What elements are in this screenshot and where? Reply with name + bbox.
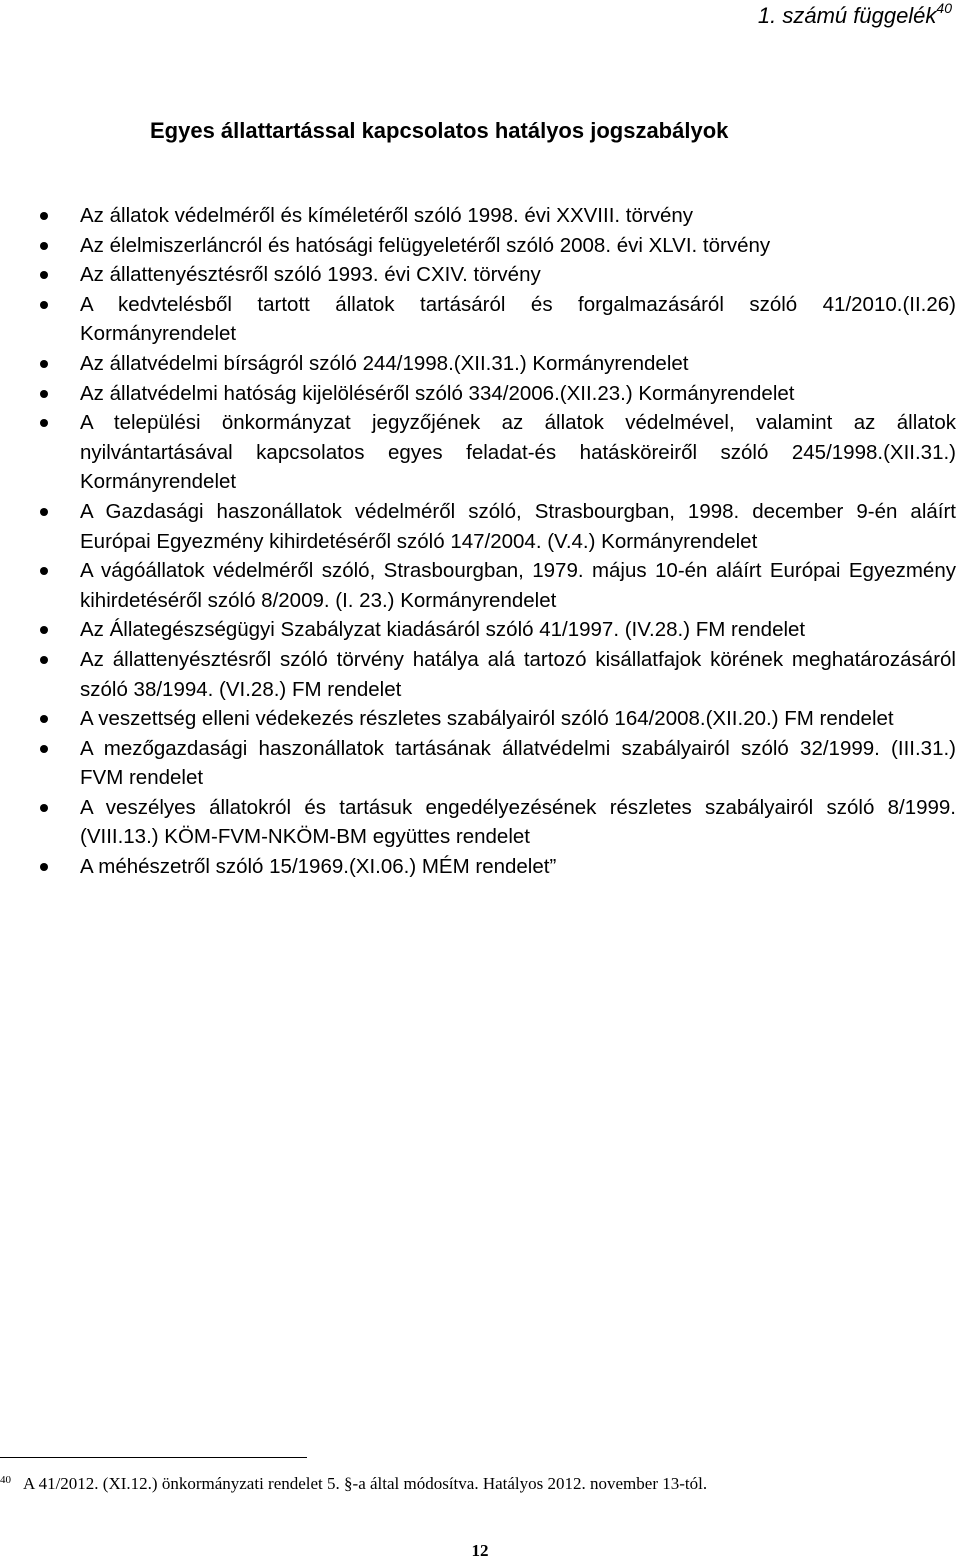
law-text: Az állatvédelmi hatóság kijelöléséről szóló 334/2006.(XII.23.) Kormányrendelet <box>80 381 795 405</box>
bullet-icon <box>40 656 48 664</box>
law-list <box>0 201 960 882</box>
document-title: Egyes állattartással kapcsolatos hatályos jogszabályok <box>150 118 729 143</box>
law-text: Az élelmiszerláncról és hatósági felügyeletéről szóló 2008. évi XLVI. törvény <box>80 233 771 257</box>
footnote <box>0 1473 707 1497</box>
bullet-icon <box>40 390 48 398</box>
bullet-icon <box>40 863 48 871</box>
bullet-icon <box>40 745 48 753</box>
law-item <box>0 231 960 261</box>
law-item <box>0 290 960 349</box>
law-item <box>0 260 960 290</box>
law-text: Az állattenyésztésről szóló törvény hatálya alá tartozó kisállatfajok körének meghatározásáról szóló 38/1994. (VI.28.) FM rendelet <box>80 647 956 701</box>
law-item <box>0 615 960 645</box>
appendix-label: 1. számú függelék <box>757 3 937 28</box>
law-item <box>0 379 960 409</box>
footnote-number: 40 <box>0 1474 11 1486</box>
law-item <box>0 793 960 852</box>
bullet-icon <box>40 567 48 575</box>
law-text: A méhészetről szóló 15/1969.(XI.06.) MÉM rendelet” <box>80 855 557 879</box>
footnote-reference: 40 <box>936 0 952 16</box>
bullet-icon <box>40 715 48 723</box>
law-item <box>0 852 960 882</box>
law-text: A mezőgazdasági haszonállatok tartásának állatvédelmi szabályairól szóló 32/1999. (III.31.) FVM rendelet <box>80 736 956 790</box>
law-item <box>0 408 960 497</box>
footnote-text: A 41/2012. (XI.12.) önkormányzati rendelet 5. §-a által módosítva. Hatályos 2012. november 13-tól. <box>23 1474 708 1493</box>
law-item <box>0 497 960 556</box>
law-text: Az állattenyésztésről szóló 1993. évi CXIV. törvény <box>80 263 541 287</box>
law-text: A kedvtelésből tartott állatok tartásáról és forgalmazásáról szóló 41/2010.(II.26) Kormányrendelet <box>80 292 956 346</box>
bullet-icon <box>40 360 48 368</box>
law-text: A veszélyes állatokról és tartásuk engedélyezésének részletes szabályairól szóló 8/1999.(VIII.13.) KÖM-FVM-NKÖM-BM együttes rendelet <box>80 795 956 849</box>
law-text: Az állatvédelmi bírságról szóló 244/1998.(XII.31.) Kormányrendelet <box>80 351 689 375</box>
bullet-icon <box>40 804 48 812</box>
bullet-icon <box>40 242 48 250</box>
bullet-icon <box>40 419 48 427</box>
bullet-icon <box>40 271 48 279</box>
law-item <box>0 645 960 704</box>
page-number: 12 <box>471 1541 489 1560</box>
law-item <box>0 201 960 231</box>
law-text: Az Állategészségügyi Szabályzat kiadásáról szóló 41/1997. (IV.28.) FM rendelet <box>80 618 806 642</box>
footnote-divider <box>0 1457 307 1458</box>
law-text: Az állatok védelméről és kíméletéről szóló 1998. évi XXVIII. törvény <box>80 204 694 227</box>
appendix-heading <box>758 2 952 30</box>
bullet-icon <box>40 301 48 309</box>
law-item <box>0 704 960 734</box>
law-text: A vágóállatok védelméről szóló, Strasbourgban, 1979. május 10-én aláírt Európai Egyezmény kihirdetéséről szóló 8/2009. (I. 23.) Kormányrendelet <box>80 559 956 612</box>
bullet-icon <box>40 626 48 634</box>
law-item <box>0 349 960 379</box>
law-item <box>0 556 960 615</box>
law-item <box>0 734 960 793</box>
law-text: A települési önkormányzat jegyzőjének az állatok védelmével, valamint az állatok nyilvántartásával kapcsolatos egyes feladat-és hatásköreiről szóló 245/1998.(XII.31.) Kormányrendelet <box>80 411 956 494</box>
bullet-icon <box>40 212 48 220</box>
bullet-icon <box>40 508 48 516</box>
law-text: A veszettség elleni védekezés részletes szabályairól szóló 164/2008.(XII.20.) FM rendelet <box>80 707 894 731</box>
law-text: A Gazdasági haszonállatok védelméről szóló, Strasbourgban, 1998. december 9-én aláírt Európai Egyezmény kihirdetéséről szóló 147/2004. (V.4.) Kormányrendelet <box>80 499 956 553</box>
